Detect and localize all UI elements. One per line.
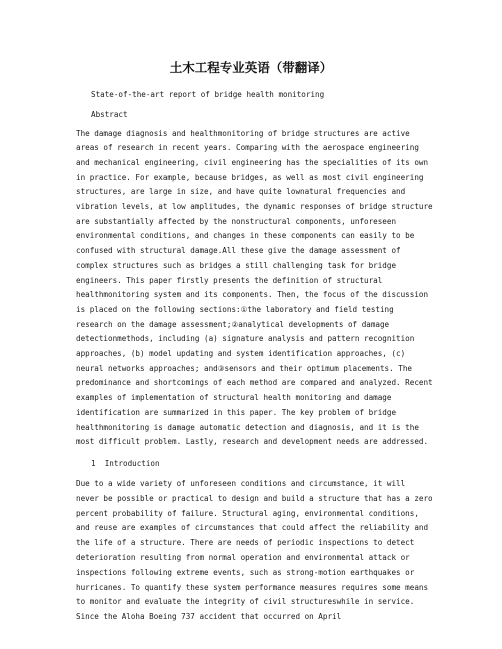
abstract-line: identification are summarized in this paper. The key problem of bridge [76, 407, 397, 417]
intro-line: Since the Aloha Boeing 737 accident that occurred on April [76, 612, 342, 622]
intro-line: hurricanes. To quantify these system performance measures requires some means [76, 582, 429, 592]
section-heading: 1 Introduction [91, 459, 160, 468]
abstract-line: detectionmethods, including (a) signature analysis and pattern recognition [76, 334, 415, 344]
intro-line: to monitor and evaluate the integrity of civil structureswhile in service. [76, 597, 415, 607]
paper-title: State-of-the-art report of bridge health monitoring [91, 90, 325, 99]
intro-line: deterioration resulting from normal operation and environmental attack or [76, 553, 410, 562]
abstract-line: are substantially affected by the nonstructural components, unforeseen [76, 216, 397, 226]
abstract-line: engineers. This paper firstly presents the definition of structural [76, 275, 383, 285]
intro-line: never be possible or practical to design and build a structure that has a zero [76, 493, 433, 503]
abstract-line: examples of implementation of structural health monitoring and damage [76, 393, 392, 403]
intro-line: percent probability of failure. Structural aging, environmental conditions, [76, 508, 419, 518]
abstract-line: and mechanical engineering, civil engineering has the specialities of its own [76, 157, 429, 167]
abstract-line: areas of research in recent years. Comparing with the aerospace engineering [76, 143, 419, 153]
abstract-line: approaches, (b) model updating and system identification approaches, (c) [76, 349, 406, 358]
abstract-line: environmental conditions, and changes in these components can easily to be [76, 231, 415, 241]
abstract-line: in practice. For example, because bridges, as well as most civil engineering [76, 172, 424, 182]
abstract-line: healthmonitoring is damage automatic detection and diagnosis, and it is the [76, 422, 419, 432]
abstract-line: complex structures such as bridges a still challenging task for bridge [76, 260, 397, 270]
abstract-line: neural networks approaches; and③sensors and their optimum placements. The [76, 363, 412, 373]
abstract-line: structures, are large in size, and have quite lownatural frequencies and [76, 187, 406, 197]
abstract-line: vibration levels, at low amplitudes, the dynamic responses of bridge structure [76, 202, 433, 211]
intro-line: inspections following extreme events, such as strong-motion earthquakes or [76, 567, 415, 577]
abstract-line: most difficult problem. Lastly, research and development needs are addressed. [76, 437, 429, 447]
intro-line: and reuse are examples of circumstances that could affect the reliability and [76, 523, 429, 533]
abstract-line: healthmonitoring system and its components. Then, the focus of the discussion [76, 290, 429, 300]
abstract-line: research on the damage assessment;②analytical developments of damage [76, 319, 390, 329]
document-title: 土木工程专业英语（带翻译） [169, 60, 333, 75]
abstract-line: confused with structural damage.All these give the damage assessment of [76, 246, 401, 256]
intro-line: the life of a structure. There are needs of periodic inspections to detect [76, 538, 415, 548]
abstract-heading: Abstract [91, 110, 128, 119]
abstract-line: predominance and shortcomings of each method are compared and analyzed. Recent [76, 378, 433, 388]
abstract-line: The damage diagnosis and healthmonitoring of bridge structures are active [76, 128, 410, 138]
abstract-line: is placed on the following sections:①the laboratory and field testing [76, 304, 394, 314]
intro-line: Due to a wide variety of unforeseen conditions and circumstance, it will [76, 479, 406, 488]
